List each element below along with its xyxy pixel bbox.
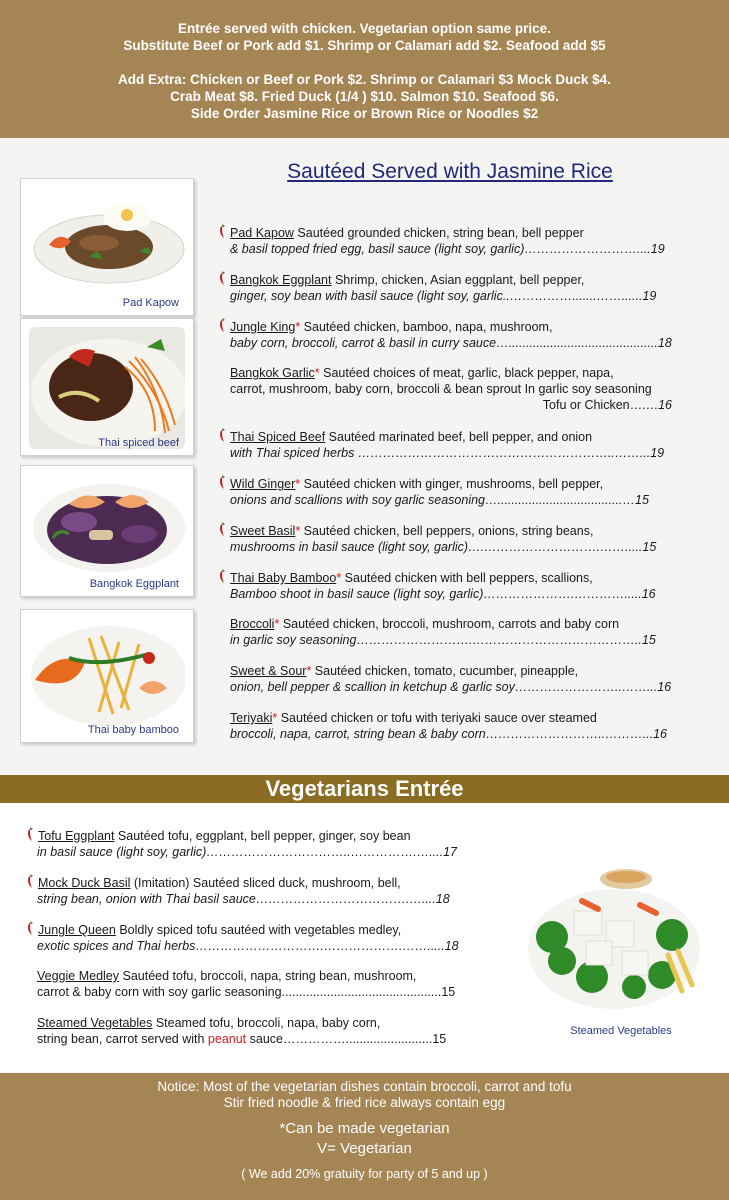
item-name: Teriyaki: [230, 711, 273, 725]
menu-item-teriyaki: [230, 710, 700, 742]
item-description: Sautéed chicken, tomato, cucumber, pineapple,: [311, 664, 579, 678]
photo-caption: Steamed Vegetables: [570, 1025, 672, 1037]
vegetarian-star: *: [295, 524, 301, 538]
item-description: onions and scallions with soy garlic seasoning…....................................…: [230, 493, 636, 507]
peanut-warning: peanut: [207, 1032, 247, 1046]
item-description: sauce…………….........................: [246, 1032, 433, 1046]
item-name: Jungle Queen: [38, 923, 116, 937]
item-price: 15: [642, 540, 657, 554]
item-name: Thai Baby Bamboo: [230, 571, 337, 585]
chili-pepper-icon: [26, 827, 36, 842]
item-price: 19: [650, 446, 665, 460]
item-name: Thai Spiced Beef: [230, 430, 326, 444]
vegetarian-star-note: *Can be made vegetarian: [279, 1120, 450, 1137]
food-photo-thai-baby-bamboo: [20, 609, 194, 743]
item-description: baby corn, broccoli, carrot & basil in curry sauce…...........................................: [230, 336, 658, 350]
menu-item-wild-ginger: [218, 475, 688, 508]
item-name: Veggie Medley: [37, 969, 120, 983]
item-description: carrot & baby corn with soy garlic seasoning..............................................: [37, 985, 442, 999]
item-description: Bamboo shoot in basil sauce (light soy, garlic)………………….………….....: [230, 587, 642, 601]
item-description: in garlic soy seasoning……………………….…………………………………..: [230, 633, 642, 647]
notice-line: Entrée served with chicken. Vegetarian option same price.: [178, 21, 551, 36]
item-price: 18: [657, 336, 672, 350]
photo-caption: Pad Kapow: [122, 297, 179, 309]
top-notice-banner: [0, 0, 729, 138]
item-price: 16: [641, 587, 656, 601]
item-name: Sweet Basil: [230, 524, 296, 538]
footer-notice: [0, 1073, 729, 1200]
vegetarian-star: *: [295, 320, 301, 334]
item-price: 15: [641, 633, 656, 647]
item-price: 15: [635, 493, 649, 507]
item-description: Shrimp, chicken, Asian eggplant, bell pepper,: [331, 273, 585, 287]
item-description: with Thai spiced herbs ……………………………………………………..……...: [230, 446, 651, 460]
menu-item-tofu-eggplant: [26, 827, 486, 860]
menu-item-jungle-king: [218, 318, 688, 351]
item-price: 16: [657, 680, 672, 694]
chili-pepper-icon: [26, 921, 36, 936]
item-description: Sautéed chicken, bamboo, napa, mushroom,: [300, 320, 553, 334]
chili-pepper-icon: [218, 318, 228, 333]
menu-item-sweet-sour: [230, 663, 700, 695]
item-price: 19: [642, 289, 657, 303]
notice-line: Crab Meat $8. Fried Duck (1/4 ) $10. Salmon $10. Seafood $6.: [170, 89, 559, 104]
food-photo-steamed-vegetables: [522, 865, 704, 1015]
food-photo-pad-kapow: [20, 178, 194, 316]
item-description: Sautéed chicken, broccoli, mushroom, carrots and baby corn: [279, 617, 620, 631]
food-photo-bangkok-eggplant: [20, 465, 194, 597]
vegetarian-section: [0, 803, 729, 1073]
item-name: Steamed Vegetables: [37, 1016, 153, 1030]
notice-vegetarian-ingredients: Notice: Most of the vegetarian dishes contain broccoli, carrot and tofu: [157, 1079, 572, 1094]
item-description: Sautéed marinated beef, bell pepper, and onion: [325, 430, 593, 444]
item-description: Sautéed chicken, bell peppers, onions, string beans,: [300, 524, 594, 538]
vegetarian-star: *: [336, 571, 342, 585]
photo-caption: Bangkok Eggplant: [89, 578, 179, 590]
item-description: Sautéed chicken with bell peppers, scallions,: [341, 571, 593, 585]
menu-item-broccoli: [230, 616, 700, 648]
chili-pepper-icon: [218, 569, 228, 584]
item-name: Sweet & Sour: [230, 664, 307, 678]
item-description: Sautéed tofu, broccoli, napa, string bean, mushroom,: [119, 969, 417, 983]
item-name: Wild Ginger: [230, 477, 296, 491]
menu-item-sweet-basil: [218, 522, 688, 555]
item-description: Tofu or Chicken….…: [542, 398, 659, 412]
photo-caption: Thai baby bamboo: [87, 724, 179, 736]
vegetarian-star: *: [314, 366, 320, 380]
item-name: Bangkok Garlic: [230, 366, 315, 380]
item-name: Jungle King: [230, 320, 296, 334]
item-price: 15: [441, 985, 456, 999]
food-photo-thai-spiced-beef: [20, 318, 194, 456]
item-name: Pad Kapow: [230, 226, 294, 240]
notice-line: Substitute Beef or Pork add $1. Shrimp or Calamari add $2. Seafood add $5: [123, 38, 606, 53]
menu-item-bangkok-eggplant: [218, 271, 688, 304]
item-description: string bean, carrot served with: [37, 1032, 208, 1046]
section-title: Sautéed Served with Jasmine Rice: [287, 160, 613, 183]
vegetarian-star: *: [272, 711, 278, 725]
menu-item-bangkok-garlic: [230, 365, 700, 413]
chili-pepper-icon: [218, 271, 228, 286]
item-description: (Imitation) Sautéed sliced duck, mushroom, bell,: [130, 876, 401, 890]
chili-pepper-icon: [26, 874, 36, 889]
item-description: Sautéed chicken with ginger, mushrooms, bell pepper,: [300, 477, 604, 491]
item-price: 18: [444, 939, 459, 953]
menu-item-veggie-medley: [37, 968, 497, 1000]
item-description: onion, bell pepper & scallion in ketchup & garlic soy……………………..……...: [230, 680, 658, 694]
item-description: carrot, mushroom, baby corn, broccoli & bean sprout In garlic soy seasoning: [230, 382, 652, 396]
item-description: Sautéed chicken or tofu with teriyaki sauce over steamed: [277, 711, 597, 725]
item-name: Broccoli: [230, 617, 275, 631]
chili-pepper-icon: [218, 224, 228, 239]
menu-item-steamed-vegetables: [37, 1015, 497, 1047]
notice-line: Side Order Jasmine Rice or Brown Rice or Noodles $2: [190, 106, 539, 121]
sauteed-section: [0, 138, 729, 775]
vegetarian-star: *: [306, 664, 312, 678]
item-price: 16: [658, 398, 672, 412]
item-description: exotic spices and Thai herbs………………………….……………….…….....: [37, 939, 445, 953]
menu-item-thai-spiced-beef: [218, 428, 688, 461]
item-price: 19: [650, 242, 665, 256]
notice-egg: Stir fried noodle & fried rice always contain egg: [223, 1095, 506, 1110]
item-price: 15: [432, 1032, 447, 1046]
menu-item-thai-baby-bamboo: [218, 569, 688, 602]
photo-caption: Thai spiced beef: [98, 437, 179, 449]
vegetarian-section-title: Vegetarians Entrée: [0, 775, 729, 803]
notice-line: Add Extra: Chicken or Beef or Pork $2. Shrimp or Calamari $3 Mock Duck $4.: [118, 72, 611, 87]
item-description: Steamed tofu, broccoli, napa, baby corn,: [152, 1016, 381, 1030]
item-description: in basil sauce (light soy, garlic)……………………………..…………….…....: [37, 845, 444, 859]
item-name: Bangkok Eggplant: [230, 273, 332, 287]
menu-item-mock-duck-basil: [26, 874, 486, 907]
item-description: Sautéed tofu, eggplant, bell pepper, ginger, soy bean: [114, 829, 411, 843]
item-description: Sautéed choices of meat, garlic, black pepper, napa,: [319, 366, 614, 380]
item-price: 16: [653, 727, 667, 741]
item-name: Mock Duck Basil: [38, 876, 131, 890]
item-description: string bean, onion with Thai basil sauce……………………………….…....: [37, 892, 436, 906]
item-description: & basil topped fried egg, basil sauce (light soy, garlic)………………………....: [230, 242, 651, 256]
vegetarian-star: *: [274, 617, 280, 631]
item-description: mushrooms in basil sauce (light soy, garlic)….……………………….…….....: [230, 540, 643, 554]
item-description: Sautéed grounded chicken, string bean, bell pepper: [293, 226, 584, 240]
gratuity-note: ( We add 20% gratuity for party of 5 and up ): [241, 1167, 488, 1181]
chili-pepper-icon: [218, 428, 228, 443]
item-description: Boldly spiced tofu sautéed with vegetables medley,: [115, 923, 402, 937]
chili-pepper-icon: [218, 522, 228, 537]
item-description: ginger, soy bean with basil sauce (light soy, garlic..…………….......……......: [230, 289, 643, 303]
item-description: broccoli, napa, carrot, string bean & baby corn………………………..………...: [230, 727, 654, 741]
item-name: Tofu Eggplant: [38, 829, 115, 843]
chili-pepper-icon: [218, 475, 228, 490]
menu-item-pad-kapow: [218, 224, 688, 257]
vegetarian-star: *: [295, 477, 301, 491]
item-price: 17: [443, 845, 457, 859]
vegetarian-legend: V= Vegetarian: [317, 1140, 412, 1157]
menu-item-jungle-queen: [26, 921, 486, 954]
item-price: 18: [435, 892, 450, 906]
